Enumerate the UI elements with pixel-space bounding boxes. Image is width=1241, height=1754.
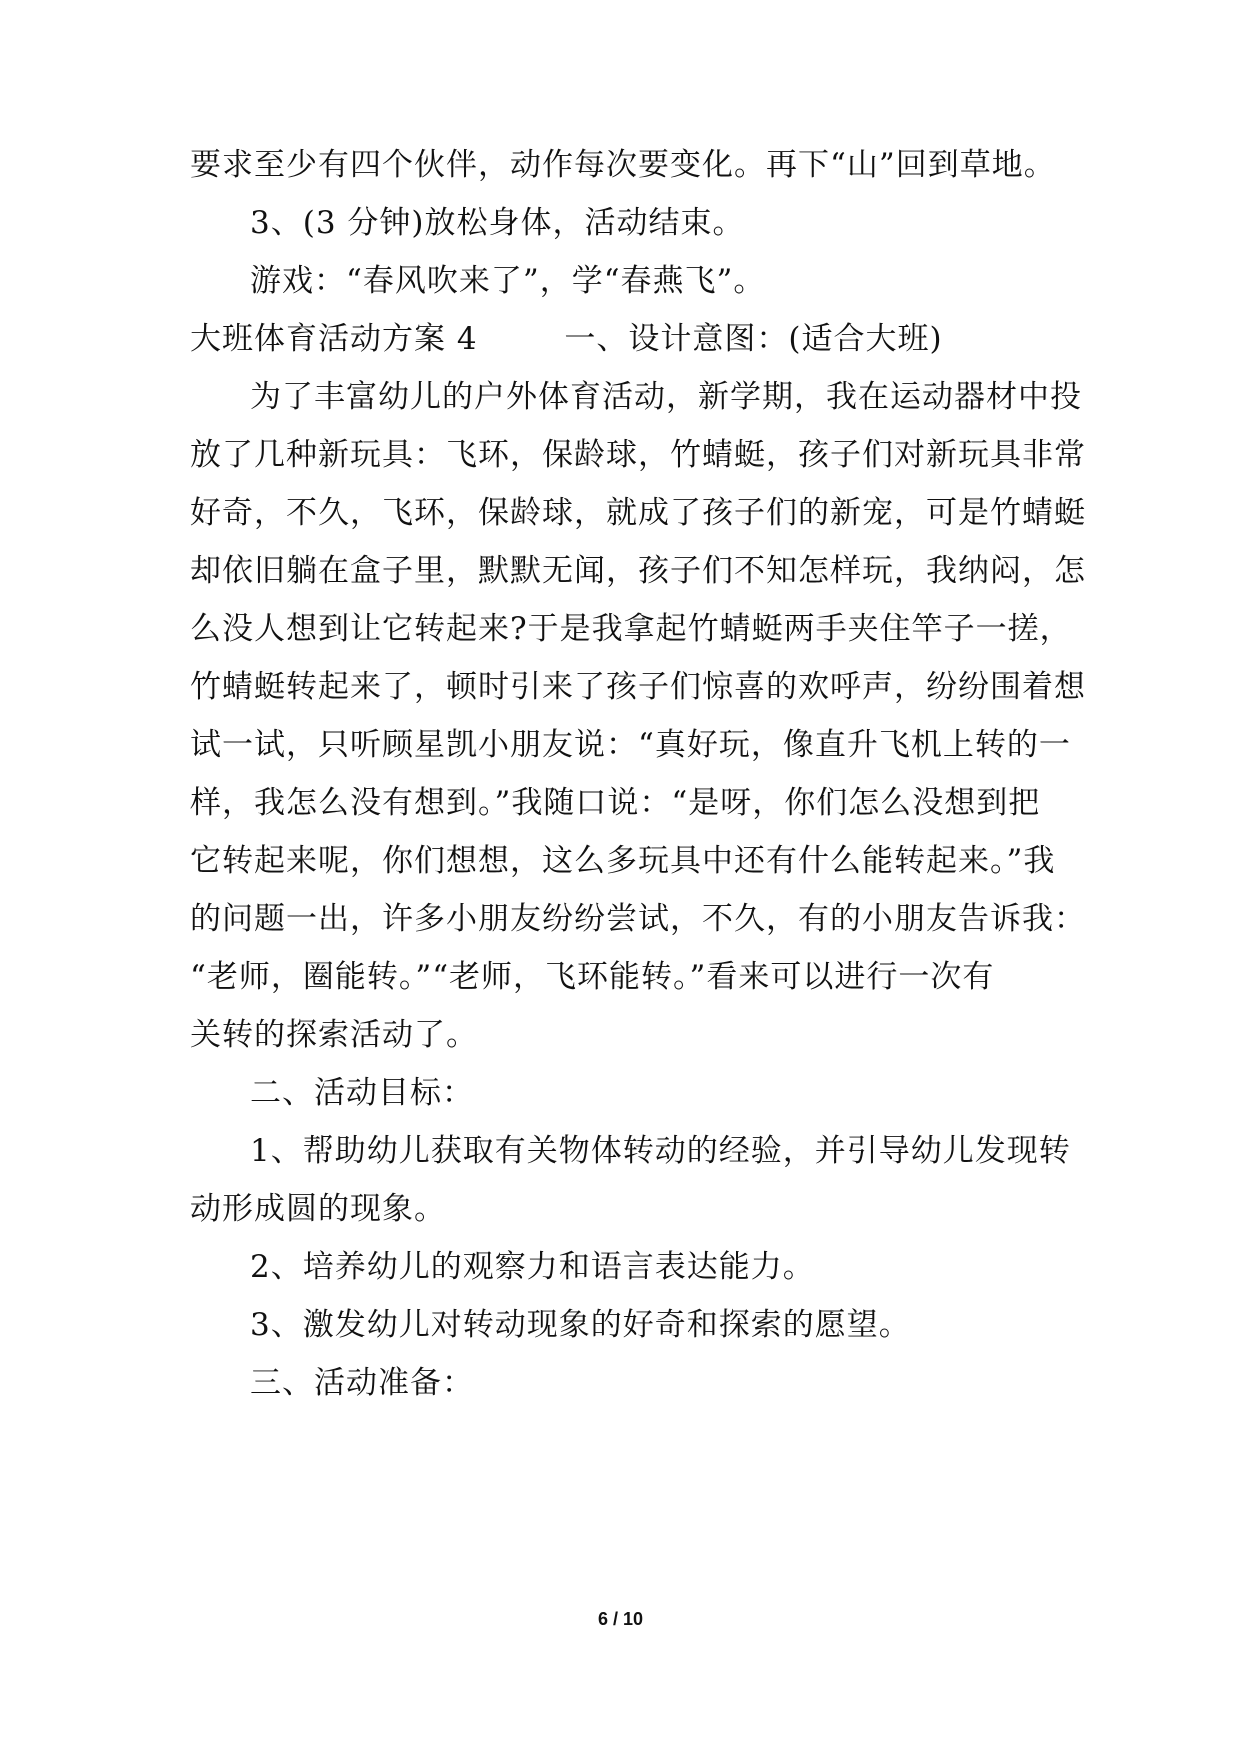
text-line: “老师，圈能转。”“老师，飞环能转。”看来可以进行一次有 bbox=[190, 959, 995, 995]
text-line: 竹蜻蜓转起来了，顿时引来了孩子们惊喜的欢呼声，纷纷围着想 bbox=[190, 669, 1086, 705]
text-line: 2、培养幼儿的观察力和语言表达能力。 bbox=[250, 1249, 815, 1285]
text-line: 却依旧躺在盒子里，默默无闻，孩子们不知怎样玩，我纳闷，怎 bbox=[190, 553, 1086, 589]
text-line: 它转起来呢，你们想想，这么多玩具中还有什么能转起来。”我 bbox=[190, 843, 1056, 879]
text-line: 样，我怎么没有想到。”我随口说：“是呀，你们怎么没想到把 bbox=[190, 785, 1041, 821]
section-heading: 三、活动准备： bbox=[250, 1365, 474, 1401]
section-heading: 二、活动目标： bbox=[250, 1075, 474, 1111]
text-line: 放了几种新玩具：飞环，保龄球，竹蜻蜓，孩子们对新玩具非常 bbox=[190, 437, 1086, 473]
text-line: 游戏：“春风吹来了”，学“春燕飞”。 bbox=[250, 263, 766, 299]
text-line: 为了丰富幼儿的户外体育活动，新学期，我在运动器材中投 bbox=[250, 379, 1082, 415]
text-line: 关转的探索活动了。 bbox=[190, 1017, 478, 1053]
section-heading: 大班体育活动方案 4 一、设计意图：(适合大班) bbox=[190, 321, 943, 357]
text-line: 的问题一出，许多小朋友纷纷尝试，不久，有的小朋友告诉我： bbox=[190, 901, 1086, 937]
text-line: 动形成圆的现象。 bbox=[190, 1191, 446, 1227]
text-line: 1、帮助幼儿获取有关物体转动的经验，并引导幼儿发现转 bbox=[250, 1133, 1071, 1169]
text-line: 3、激发幼儿对转动现象的好奇和探索的愿望。 bbox=[250, 1307, 911, 1343]
text-line: 3、(3 分钟)放松身体，活动结束。 bbox=[250, 205, 745, 241]
text-line: 试一试，只听顾星凯小朋友说：“真好玩，像直升飞机上转的一 bbox=[190, 727, 1071, 763]
text-line: 好奇，不久，飞环，保龄球，就成了孩子们的新宠，可是竹蜻蜓 bbox=[190, 495, 1086, 531]
text-line: 么没人想到让它转起来?于是我拿起竹蜻蜓两手夹住竿子一搓， bbox=[190, 611, 1072, 647]
page-number: 6 / 10 bbox=[597, 1609, 644, 1629]
text-line: 要求至少有四个伙伴，动作每次要变化。再下“山”回到草地。 bbox=[190, 147, 1056, 183]
